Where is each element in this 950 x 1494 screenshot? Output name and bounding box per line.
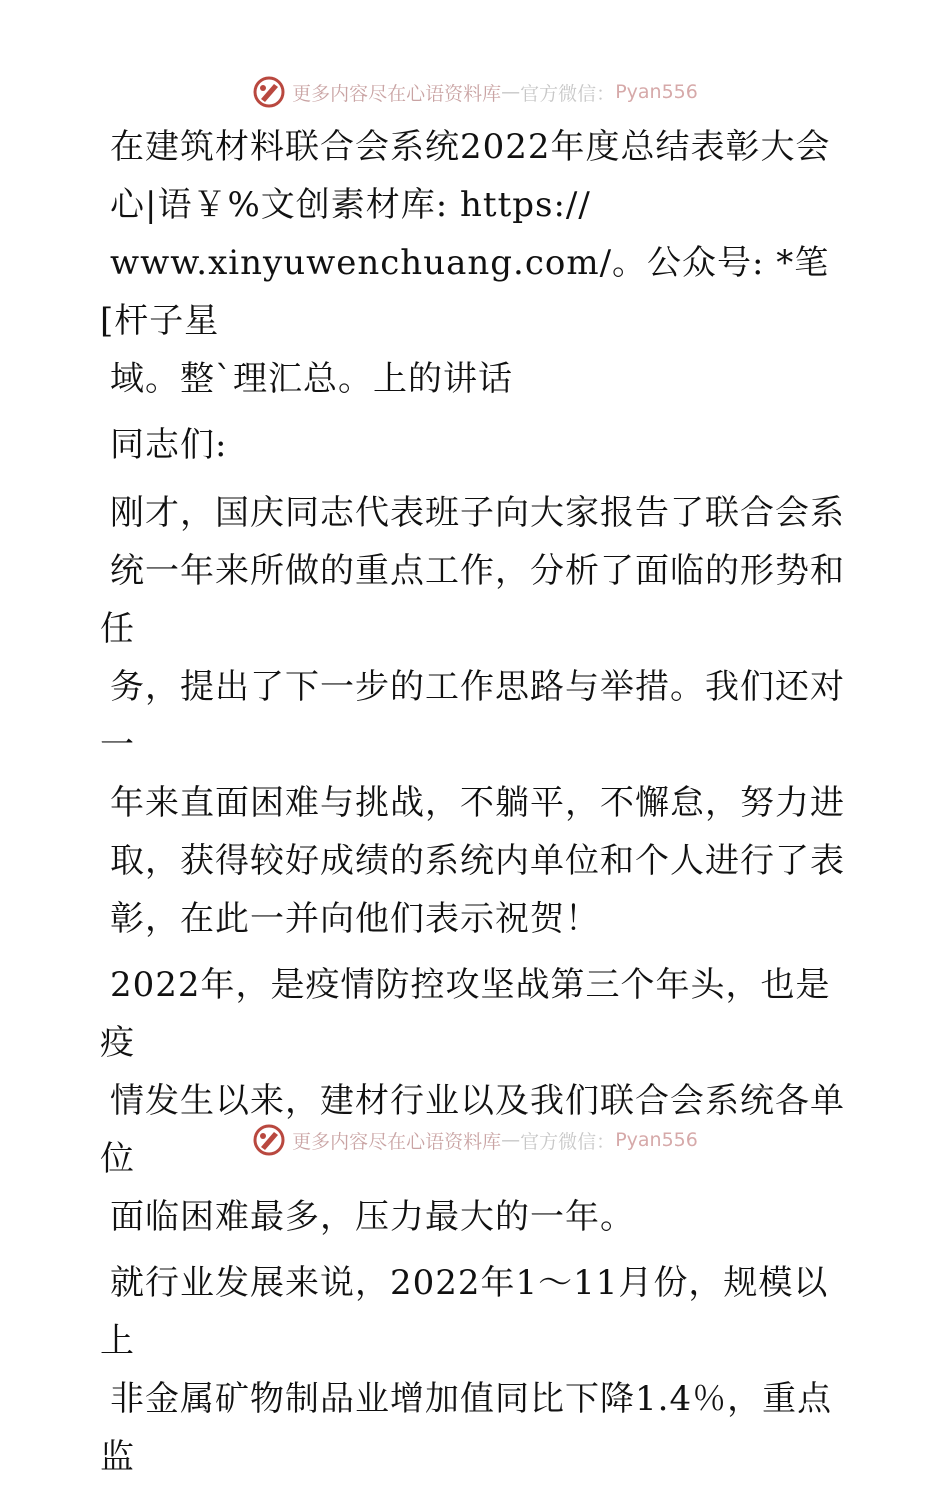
paragraph-line: 彰，在此一并向他们表示祝贺！ xyxy=(110,899,600,939)
paragraph-3 xyxy=(100,1254,860,1486)
title-line: 在建筑材料联合会系统2022年度总结表彰大会 xyxy=(110,127,831,167)
title-line: www.xinyuwenchuang.com/。公众号: *笔[杆子星 xyxy=(100,243,830,341)
watermark-dash: — xyxy=(501,81,521,103)
header-watermark xyxy=(0,72,950,112)
paragraph-line: 情发生以来，建材行业以及我们联合会系统各单位 xyxy=(100,1081,845,1179)
watermark-main-text: 更多内容尽在心语资料库 xyxy=(292,82,502,105)
paragraph-1 xyxy=(100,484,860,948)
watermark-logo-icon xyxy=(252,1123,286,1157)
paragraph-line: 非金属矿物制品业增加值同比下降1.4％，重点监 xyxy=(100,1379,833,1477)
paragraph-line: 取，获得较好成绩的系统内单位和个人进行了表 xyxy=(110,841,845,881)
watermark-wechat-id: Pyan556 xyxy=(615,81,698,103)
title-line: 域。整`理汇总。上的讲话 xyxy=(110,359,513,399)
document-body xyxy=(100,118,860,1494)
paragraph-line: 务，提出了下一步的工作思路与举措。我们还对一 xyxy=(100,667,845,765)
document-title xyxy=(100,118,860,408)
paragraph-2 xyxy=(100,956,860,1246)
greeting xyxy=(100,416,860,474)
watermark-main-text: 更多内容尽在心语资料库 xyxy=(292,1130,502,1153)
paragraph-line: 面临困难最多，压力最大的一年。 xyxy=(110,1197,635,1237)
paragraph-line: 2022年，是疫情防控攻坚战第三个年头，也是疫 xyxy=(100,965,831,1063)
footer-watermark xyxy=(0,1120,950,1160)
watermark-dash: — xyxy=(501,1129,521,1151)
watermark-logo-icon xyxy=(252,75,286,109)
watermark-wechat-id: Pyan556 xyxy=(615,1129,698,1151)
watermark-sub-text: 官方微信： xyxy=(520,1130,616,1153)
paragraph-line: 刚才，国庆同志代表班子向大家报告了联合会系 xyxy=(110,493,845,533)
paragraph-line: 年来直面困难与挑战，不躺平，不懈怠，努力进 xyxy=(110,783,845,823)
paragraph-line: 就行业发展来说，2022年1～11月份，规模以上 xyxy=(100,1263,829,1361)
paragraph-line: 统一年来所做的重点工作，分析了面临的形势和任 xyxy=(100,551,845,649)
greeting-line: 同志们: xyxy=(110,425,228,465)
title-line: 心|语￥%文创素材库: https:// xyxy=(110,185,591,225)
watermark-sub-text: 官方微信： xyxy=(520,82,616,105)
